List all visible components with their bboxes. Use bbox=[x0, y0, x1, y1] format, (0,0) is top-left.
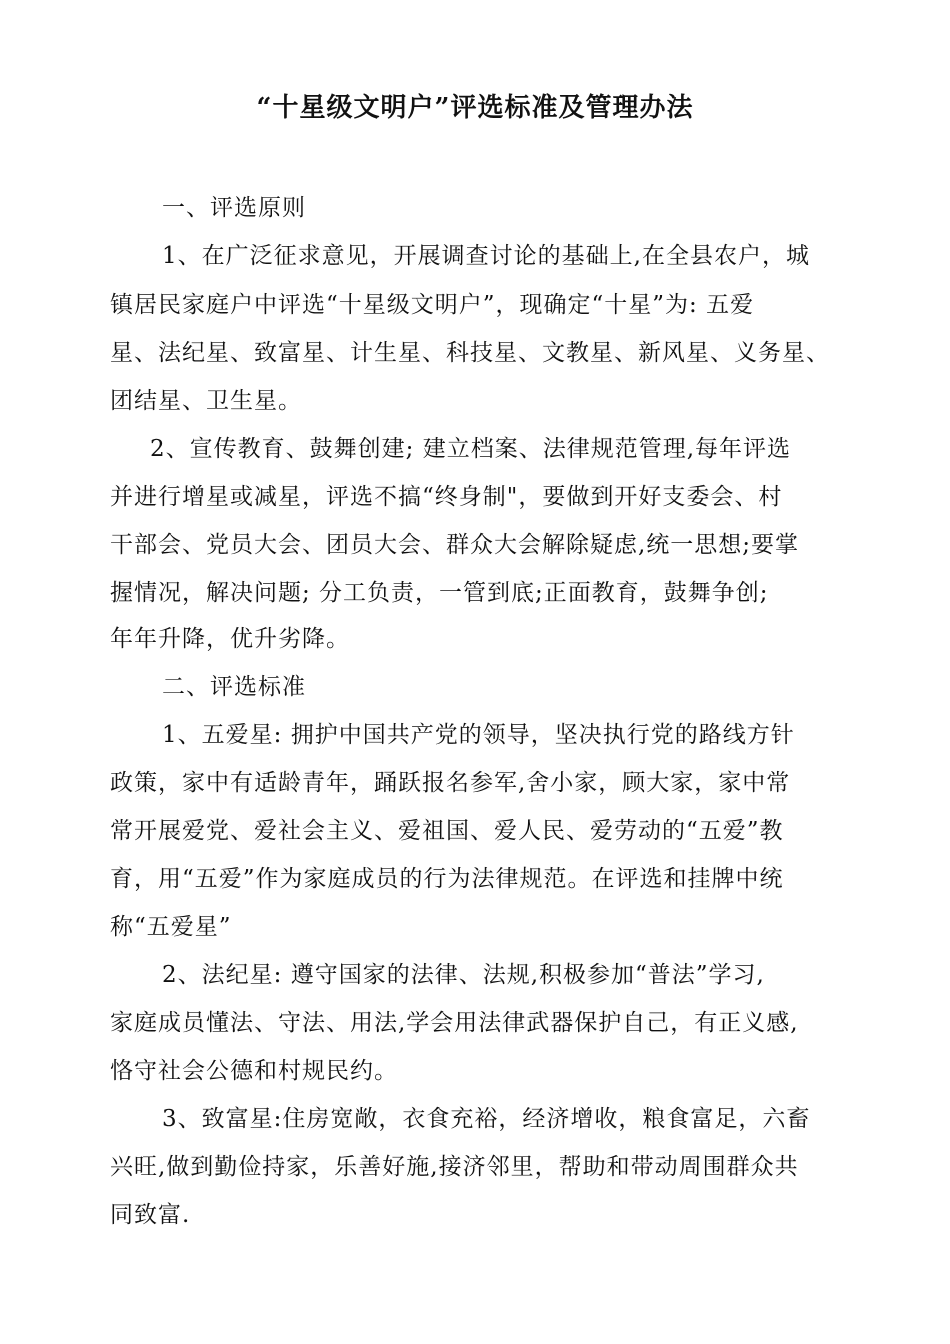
paragraph-line: 家庭成员懂法、守法、用法,学会用法律武器保护自己，有正义感, bbox=[110, 1010, 799, 1036]
paragraph-line: 握情况，解决问题; 分工负责，一管到底;正面教育，鼓舞争创; bbox=[110, 580, 769, 606]
paragraph-line: 星、法纪星、致富星、计生星、科技星、文教星、新风星、义务星、 bbox=[110, 340, 830, 366]
paragraph-line: 3、致富星:住房宽敞，衣食充裕，经济增收，粮食富足，六畜 bbox=[162, 1106, 811, 1132]
section-heading-standards: 二、评选标准 bbox=[162, 674, 306, 700]
paragraph-line: 年年升降，优升劣降。 bbox=[110, 626, 350, 652]
paragraph-line: 兴旺,做到勤俭持家，乐善好施,接济邻里，帮助和带动周围群众共 bbox=[110, 1154, 799, 1180]
document-title: “十星级文明户”评选标准及管理办法 bbox=[256, 93, 694, 123]
paragraph-line: 干部会、党员大会、团员大会、群众大会解除疑虑,统一思想;要掌 bbox=[110, 532, 800, 558]
paragraph-line: 并进行增星或减星，评选不搞“终身制"，要做到开好支委会、村 bbox=[110, 484, 783, 510]
section-heading-principles: 一、评选原则 bbox=[162, 195, 306, 221]
paragraph-line: 同致富. bbox=[110, 1202, 191, 1228]
paragraph-line: 2、宣传教育、鼓舞创建; 建立档案、法律规范管理,每年评选 bbox=[150, 436, 792, 462]
paragraph-line: 政策，家中有适龄青年，踊跃报名参军,舍小家，顾大家，家中常 bbox=[110, 770, 791, 796]
paragraph-line: 2、法纪星: 遵守国家的法律、法规,积极参加“普法”学习, bbox=[162, 962, 765, 988]
paragraph-line: 称“五爱星” bbox=[110, 914, 232, 940]
paragraph-line: 1、在广泛征求意见，开展调查讨论的基础上,在全县农户，城 bbox=[162, 243, 810, 269]
paragraph-line: 1、五爱星: 拥护中国共产党的领导，坚决执行党的路线方针 bbox=[162, 722, 795, 748]
paragraph-line: 镇居民家庭户中评选“十星级文明户”，现确定“十星”为: 五爱 bbox=[110, 292, 755, 318]
paragraph-line: 育，用“五爱”作为家庭成员的行为法律规范。在评选和挂牌中统 bbox=[110, 866, 784, 892]
paragraph-line: 恪守社会公德和村规民约。 bbox=[110, 1058, 398, 1084]
paragraph-line: 常开展爱党、爱社会主义、爱祖国、爱人民、爱劳动的“五爱”教 bbox=[110, 818, 784, 844]
paragraph-line: 团结星、卫生星。 bbox=[110, 388, 302, 414]
